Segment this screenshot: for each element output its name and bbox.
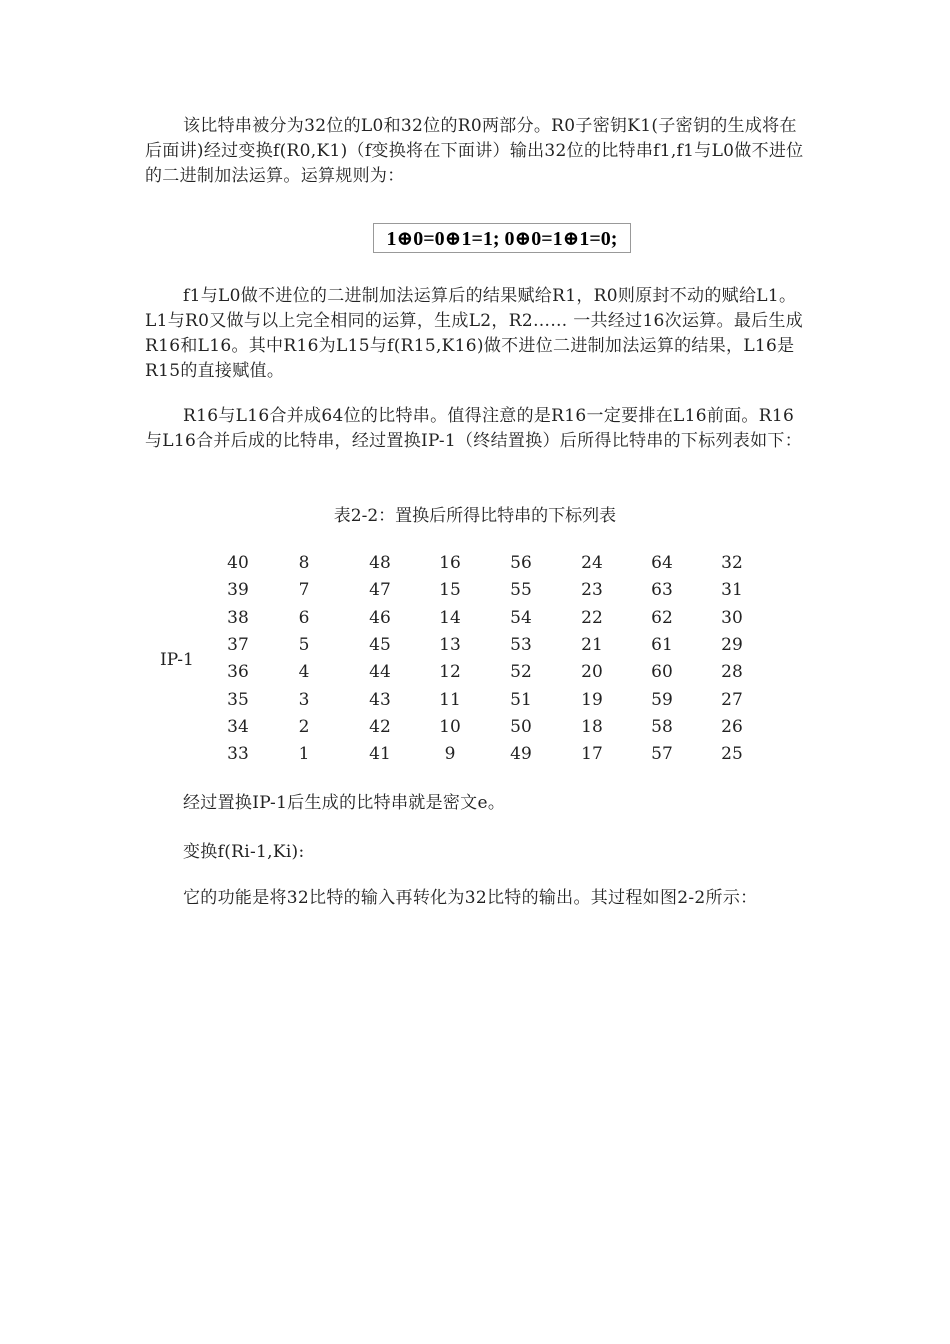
table-cell: 8	[298, 553, 310, 573]
table-cell: 56	[510, 553, 532, 573]
table-cell: 52	[510, 662, 532, 683]
table-cell: 64	[651, 553, 673, 573]
paragraph-round-operations: f1与L0做不进位的二进制加法运算后的结果赋给R1，R0则原封不动的赋给L1。L1与R0又做与以上完全相同的运算，生成L2，R2…… 一共经过16次运算。最后生成R16和L16。其中R16为L15与f(R15,K16)做不进位二进制加法运算的结果，L16是R15的直接赋值。	[145, 286, 804, 381]
table-cell: 11	[439, 689, 461, 710]
table-cell: 12	[439, 662, 461, 683]
table-cell: 59	[651, 689, 673, 710]
table-row	[0, 687, 950, 714]
table-cell: 55	[510, 580, 532, 601]
table-cell: 57	[651, 744, 673, 765]
table-cell: 58	[651, 716, 673, 737]
table-cell: 38	[227, 607, 249, 628]
table-cell: 50	[510, 716, 532, 737]
table-cell: 24	[581, 553, 603, 573]
table-cell: 7	[298, 580, 310, 601]
table-cell: 34	[227, 716, 249, 737]
table-cell: 37	[227, 634, 249, 655]
table-cell: 60	[651, 662, 673, 683]
table-cell: 49	[510, 744, 532, 765]
table-cell: 27	[721, 689, 743, 710]
table-row	[0, 659, 950, 686]
table-cell: 43	[369, 689, 391, 710]
table-cell: 26	[721, 716, 743, 737]
table-cell: 48	[369, 553, 391, 573]
table-row	[0, 714, 950, 741]
paragraph-bit-split: 该比特串被分为32位的L0和32位的R0两部分。R0子密钥K1(子密钥的生成将在后面讲)经过变换f(R0,K1)（f变换将在下面讲）输出32位的比特串f1,f1与L0做不进位的二进制加法运算。运算规则为：	[145, 116, 804, 186]
table-cell: 33	[227, 744, 249, 765]
table-cell: 46	[369, 607, 391, 628]
table-cell: 35	[227, 689, 249, 710]
paragraph-transform-heading: 变换f(Ri-1,Ki):	[183, 842, 305, 862]
table-cell: 16	[439, 553, 461, 573]
table-cell: 31	[721, 580, 743, 601]
table-cell: 61	[651, 634, 673, 655]
table-cell: 23	[581, 580, 603, 601]
table-cell: 51	[510, 689, 532, 710]
table-cell: 14	[439, 607, 461, 628]
table-cell: 9	[444, 744, 456, 765]
table-cell: 6	[298, 607, 310, 628]
table-cell: 63	[651, 580, 673, 601]
xor-rule-formula: 1⊕0=0⊕1=1; 0⊕0=1⊕1=0;	[373, 223, 631, 253]
table-cell: 5	[298, 634, 310, 655]
paragraph-ciphertext: 经过置换IP-1后生成的比特串就是密文e。	[183, 793, 506, 813]
table-cell: 20	[581, 662, 603, 683]
table-cell: 32	[721, 553, 743, 573]
table-cell: 2	[298, 716, 310, 737]
table-row	[0, 577, 950, 604]
table-cell: 25	[721, 744, 743, 765]
table-caption: 表2-2：置换后所得比特串的下标列表	[333, 506, 617, 526]
table-cell: 29	[721, 634, 743, 655]
table-cell: 39	[227, 580, 249, 601]
paragraph-merge-r16-l16: R16与L16合并成64位的比特串。值得注意的是R16一定要排在L16前面。R16与L16合并后成的比特串，经过置换IP-1（终结置换）后所得比特串的下标列表如下：	[145, 406, 803, 451]
table-cell: 10	[439, 716, 461, 737]
table-cell: 62	[651, 607, 673, 628]
table-cell: 22	[581, 607, 603, 628]
table-cell: 28	[721, 662, 743, 683]
table-row	[0, 550, 950, 577]
table-cell: 13	[439, 634, 461, 655]
table-cell: 17	[581, 744, 603, 765]
ip-inverse-table	[0, 550, 950, 770]
table-cell: 19	[581, 689, 603, 710]
table-cell: 40	[227, 553, 249, 573]
table-cell: 54	[510, 607, 532, 628]
table-cell: 3	[298, 689, 310, 710]
table-row	[0, 741, 950, 768]
table-cell: 4	[298, 662, 310, 683]
table-cell: 53	[510, 634, 532, 655]
table-cell: 1	[298, 744, 310, 765]
table-cell: 18	[581, 716, 603, 737]
table-cell: 21	[581, 634, 603, 655]
table-cell: 45	[369, 634, 391, 655]
paragraph-transform-description: 它的功能是将32比特的输入再转化为32比特的输出。其过程如图2-2所示：	[183, 888, 758, 908]
table-cell: 44	[369, 662, 391, 683]
table-row	[0, 605, 950, 632]
table-row	[0, 632, 950, 659]
table-cell: 42	[369, 716, 391, 737]
table-cell: 41	[369, 744, 391, 765]
table-row-label: IP-1	[160, 650, 194, 670]
table-cell: 47	[369, 580, 391, 601]
table-cell: 15	[439, 580, 461, 601]
table-cell: 36	[227, 662, 249, 683]
table-cell: 30	[721, 607, 743, 628]
